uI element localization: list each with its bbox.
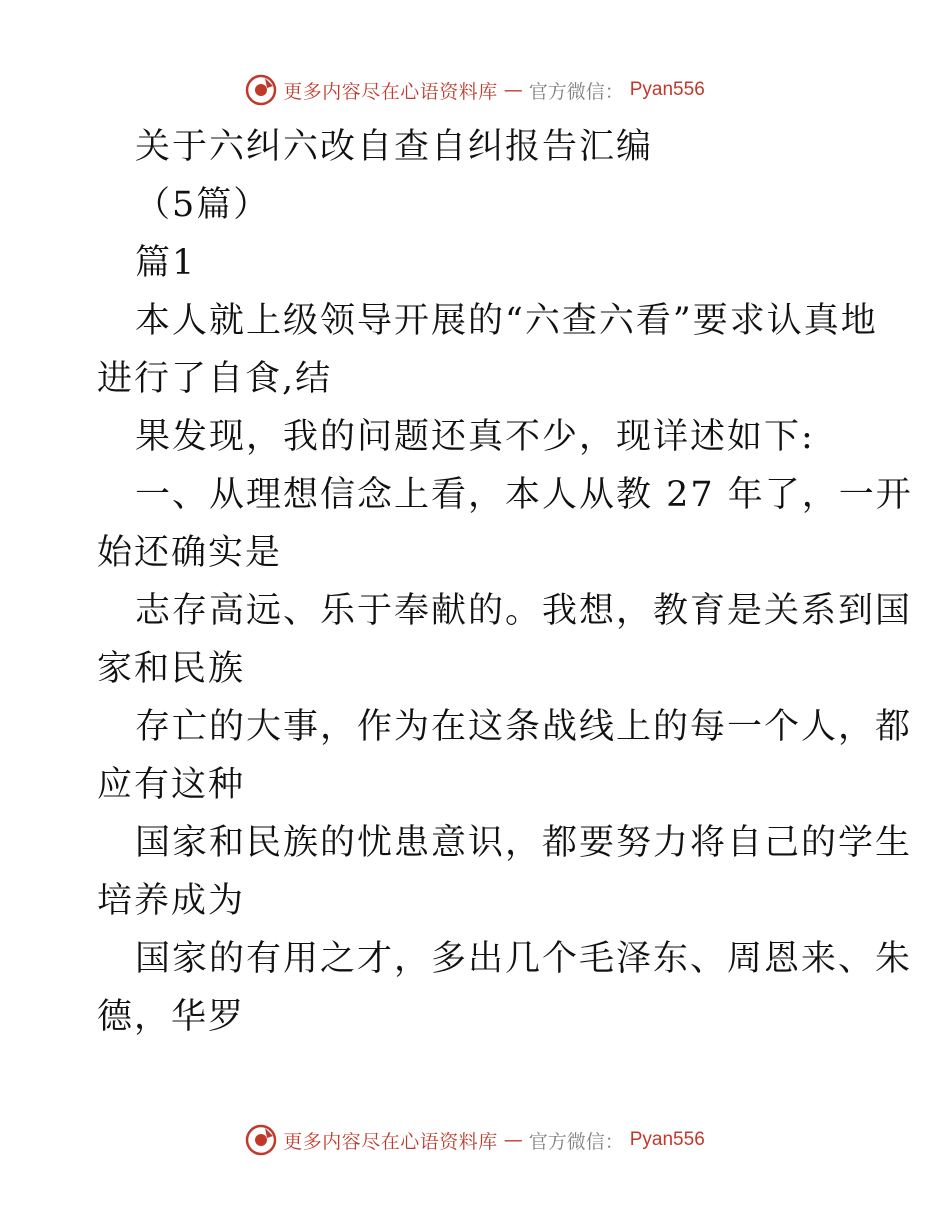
- watermark-dash: —: [503, 79, 523, 101]
- text-line: 应有这种: [97, 765, 246, 805]
- text-line: 家和民族: [97, 649, 246, 689]
- watermark-official-label: 官方微信：: [528, 80, 624, 103]
- watermark-official-label: 官方微信：: [528, 1130, 624, 1153]
- watermark-site-text: 更多内容尽在心语资料库: [283, 80, 498, 103]
- watermark-site-text: 更多内容尽在心语资料库: [283, 1130, 498, 1153]
- text-line: 进行了自食,结: [97, 359, 333, 399]
- text-line: 培养成为: [97, 881, 246, 921]
- document-body: [97, 118, 913, 1046]
- text-line: 国家和民族的忧患意识，都要努力将自己的学生: [135, 823, 913, 863]
- text-line: 篇1: [135, 243, 197, 283]
- text-line: 果发现，我的问题还真不少，现详述如下:: [135, 417, 815, 457]
- text-line: 关于六纠六改自查自纠报告汇编: [135, 127, 654, 167]
- text-line: 志存高远、乐于奉献的。我想，教育是关系到国: [135, 591, 913, 631]
- text-line: 存亡的大事，作为在这条战线上的每一个人，都: [135, 707, 913, 747]
- watermark-wechat-id: Pyan556: [629, 1129, 705, 1150]
- text-line: 本人就上级领导开展的“六查六看”要求认真地: [135, 301, 878, 341]
- logo-icon: [245, 74, 277, 106]
- text-line: 一、从理想信念上看，本人从教 27 年了，一开: [135, 475, 913, 515]
- text-line: 德，华罗: [97, 997, 246, 1037]
- footer-watermark: [0, 1120, 950, 1160]
- header-watermark: [0, 70, 950, 110]
- text-line: 国家的有用之才，多出几个毛泽东、周恩来、朱: [135, 939, 913, 979]
- text-line: 始还确实是: [97, 533, 283, 573]
- logo-icon: [245, 1124, 277, 1156]
- watermark-dash: —: [503, 1129, 523, 1151]
- watermark-wechat-id: Pyan556: [629, 79, 705, 100]
- text-line: （5篇）: [135, 185, 271, 225]
